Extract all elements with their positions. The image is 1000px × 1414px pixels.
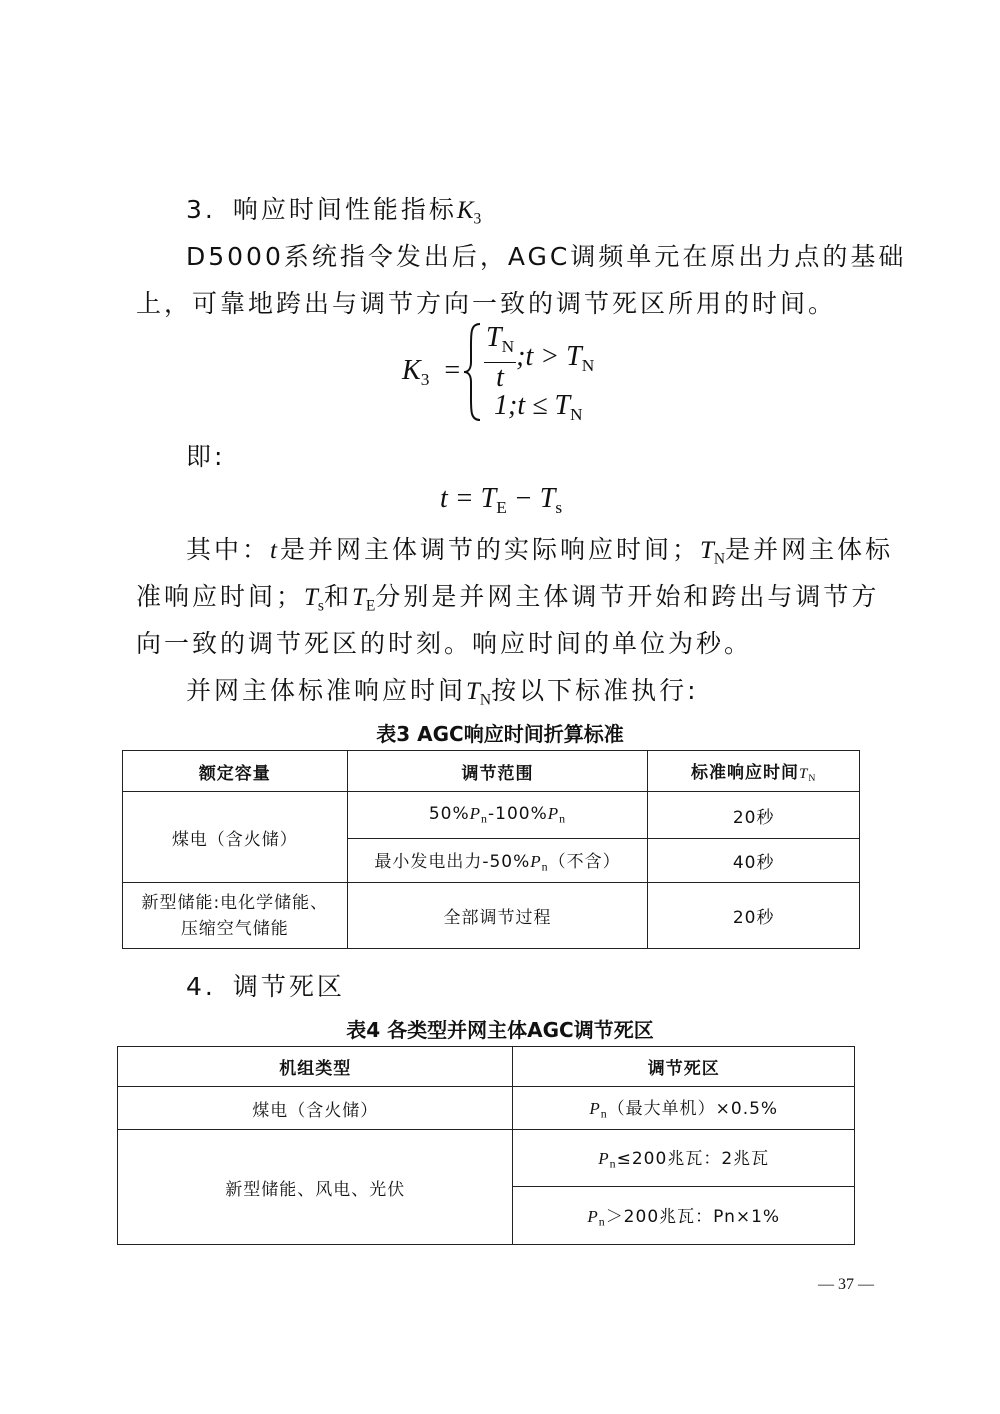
section-number: 4. <box>186 972 216 1001</box>
time-cell: 20秒 <box>648 883 860 949</box>
table-row <box>123 792 860 839</box>
section-4-heading <box>186 967 345 1003</box>
section-title: 响应时间性能指标 <box>232 195 457 224</box>
header-response-time: 标准响应时间$T_N$ <box>648 751 860 792</box>
range-cell: $50\%P_n-100\%P_n$ <box>347 792 648 839</box>
section-3-heading <box>186 190 481 228</box>
header-dead-zone: 调节死区 <box>513 1047 855 1087</box>
paragraph-line: 上，可靠地跨出与调节方向一致的调节死区所用的时间。 <box>136 289 837 318</box>
paragraph-line: 准响应时间；$T_s$和$T_E$分别是并网主体调节开始和跨出与调节方 <box>136 582 880 615</box>
left-brace <box>462 322 484 422</box>
time-cell: 40秒 <box>648 839 860 883</box>
range-cell: 最小发电出力$-50\%P_n$（不含） <box>347 839 648 883</box>
section-title: 调节死区 <box>232 972 345 1001</box>
formula-lhs: $K_3$ = <box>402 355 461 390</box>
paragraph-line: 并网主体标准响应时间$T_N$按以下标准执行: <box>186 676 699 709</box>
paragraph-line: 其中：t是并网主体调节的实际响应时间；$T_N$是并网主体标 <box>186 535 894 568</box>
section-number: 3. <box>186 195 216 224</box>
formula-case-1: $\frac{T_N}{t}$ ;t > $T_N$ <box>486 322 595 394</box>
capacity-cell: 新型储能:电化学储能、 压缩空气储能 <box>123 883 348 949</box>
fraction-tn-over-t: $\frac{T_N}{t}$ <box>486 322 515 394</box>
table-header-row <box>118 1047 855 1087</box>
paragraph-line: D5000系统指令发出后，AGC调频单元在原出力点的基础 <box>186 242 907 271</box>
table-row <box>118 1087 855 1130</box>
table-3 <box>122 750 860 949</box>
capacity-cell: 煤电（含火储） <box>123 792 348 883</box>
header-range: 调节范围 <box>347 751 648 792</box>
k3-symbol: $K_3$ <box>456 197 482 228</box>
header-capacity: 额定容量 <box>123 751 348 792</box>
table-row <box>123 883 860 949</box>
table-header-row <box>123 751 860 792</box>
formula-case-2: 1;t ≤ $T_N$ <box>494 390 583 425</box>
paragraph-line: 向一致的调节死区的时刻。响应时间的单位为秒。 <box>136 629 753 658</box>
table-4 <box>117 1046 855 1245</box>
table-4-caption: 表4 各类型并网主体AGC调节死区 <box>346 1018 654 1042</box>
header-unit-type: 机组类型 <box>118 1047 513 1087</box>
ji-label: 即: <box>186 442 226 471</box>
unit-type-cell: 煤电（含火储） <box>118 1087 513 1130</box>
dead-zone-cell: $P_n\le 200$兆瓦：2兆瓦 <box>513 1130 855 1187</box>
table-row <box>118 1130 855 1187</box>
dead-zone-cell: $P_n>200$兆瓦：Pn×1% <box>513 1187 855 1245</box>
dead-zone-cell: $P_n$（最大单机）×0.5% <box>513 1087 855 1130</box>
time-cell: 20秒 <box>648 792 860 839</box>
unit-type-cell: 新型储能、风电、光伏 <box>118 1130 513 1245</box>
table-3-caption: 表3 AGC响应时间折算标准 <box>376 722 624 746</box>
page-number: — 37 — <box>818 1276 874 1293</box>
range-cell: 全部调节过程 <box>347 883 648 949</box>
formula-t: $t = T_E - T_s$ <box>440 483 563 518</box>
